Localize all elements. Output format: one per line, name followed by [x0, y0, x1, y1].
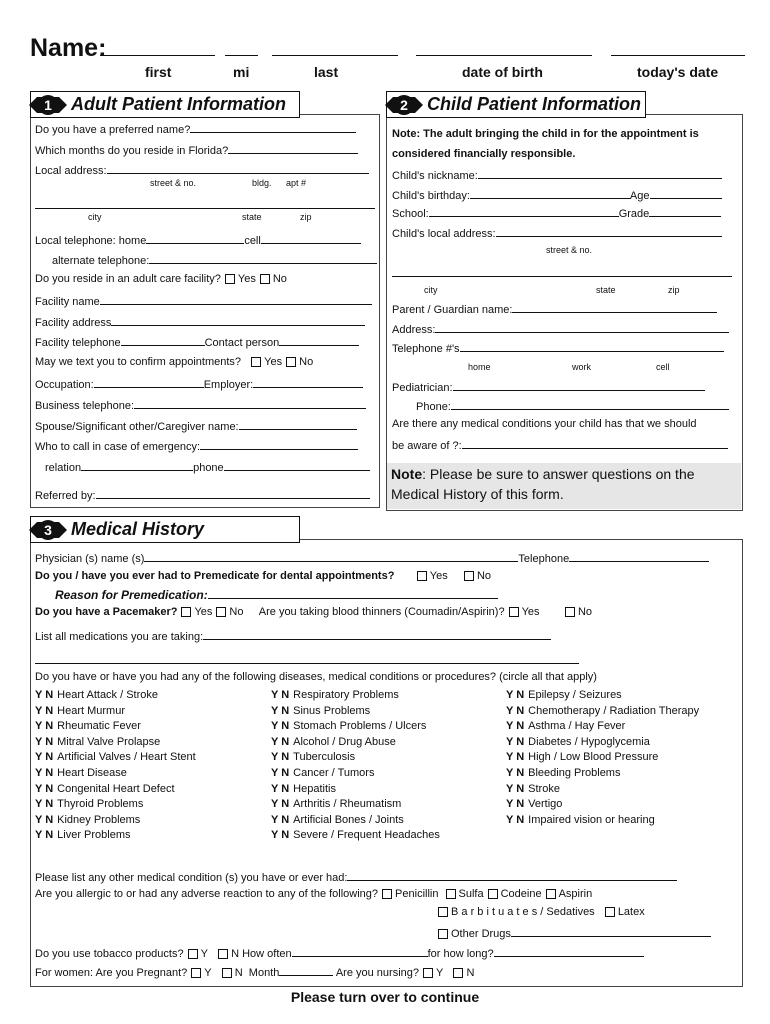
medications-field[interactable]: List all medications you are taking:: [35, 629, 551, 643]
allergy-options-row2: B a r b i t u a t e s / Sedatives Latex: [434, 906, 645, 918]
section-number-badge: 3: [29, 519, 67, 541]
condition-label: Rheumatic Fever: [57, 720, 141, 733]
premedicate-no-checkbox[interactable]: [464, 571, 474, 581]
disease-column-1: [35, 688, 196, 844]
condition-label: Sinus Problems: [293, 704, 371, 717]
condition-item[interactable]: [506, 719, 699, 735]
child-street-caption: street & no.: [546, 245, 593, 255]
child-nickname-field[interactable]: Child's nickname:: [392, 168, 722, 182]
spouse-name-field[interactable]: Spouse/Significant other/Caregiver name:: [35, 419, 357, 433]
caption-first: first: [145, 64, 172, 80]
yes-no-marker[interactable]: Y N: [35, 751, 54, 764]
yes-no-marker[interactable]: Y N: [35, 704, 54, 717]
child-school-field[interactable]: School: Grade: [392, 206, 721, 220]
condition-item[interactable]: [35, 828, 196, 844]
blood-thinners-no-checkbox[interactable]: [565, 607, 575, 617]
nursing-no-checkbox[interactable]: [453, 968, 463, 978]
first-name-line[interactable]: [100, 55, 215, 56]
child-financial-note-line1: Note: The adult bringing the child in for the appointment is: [392, 128, 699, 140]
medical-section-title: Medical History: [71, 519, 205, 539]
barbiturates-checkbox[interactable]: [438, 907, 448, 917]
condition-item[interactable]: [506, 688, 699, 704]
disease-column-3: [506, 688, 699, 828]
home-caption: home: [468, 362, 491, 372]
condition-item[interactable]: [271, 735, 440, 751]
allergy-question: Are you allergic to or had any adverse reaction to any of the following? Penicillin Sulfa Codeine Aspirin: [35, 888, 593, 900]
aspirin-checkbox[interactable]: [546, 889, 556, 899]
yes-no-marker[interactable]: Y N: [271, 689, 290, 701]
guardian-address-field[interactable]: Address:: [392, 322, 729, 336]
text-confirm-question: May we text you to confirm appointments? Yes No: [35, 356, 314, 368]
condition-item[interactable]: [35, 719, 196, 735]
child-state-caption: state: [596, 285, 616, 295]
premedication-reason-field[interactable]: Reason for Premedication:: [55, 588, 498, 602]
florida-months-field[interactable]: Which months do you reside in Florida?: [35, 143, 358, 157]
emergency-relation-field[interactable]: relation phone: [45, 460, 370, 474]
condition-item[interactable]: [506, 750, 699, 766]
yes-no-marker[interactable]: Y N: [35, 766, 54, 779]
preferred-name-field[interactable]: Do you have a preferred name?: [35, 122, 356, 136]
condition-label: Severe / Frequent Headaches: [293, 829, 440, 842]
tobacco-yes-checkbox[interactable]: [188, 949, 198, 959]
adult-care-question: Do you reside in an adult care facility? Yes No: [35, 273, 287, 285]
yes-no-marker[interactable]: Y N: [506, 704, 525, 717]
pacemaker-no-checkbox[interactable]: [216, 607, 226, 617]
occupation-field[interactable]: Occupation: Employer:: [35, 377, 363, 391]
condition-label: Heart Attack / Stroke: [57, 689, 159, 701]
yes-no-marker[interactable]: Y N: [271, 813, 290, 826]
turn-over-footer: Please turn over to continue: [290, 989, 480, 1005]
apt-caption: apt #: [286, 178, 307, 188]
condition-label: Bleeding Problems: [528, 766, 621, 779]
other-condition-field[interactable]: Please list any other medical condition (s) you have or ever had:: [35, 870, 677, 884]
tobacco-no-checkbox[interactable]: [218, 949, 228, 959]
physician-name-field[interactable]: Physician (s) name (s) Telephone: [35, 551, 709, 565]
condition-label: Artificial Valves / Heart Stent: [57, 751, 196, 764]
adult-section-header: [30, 91, 300, 118]
condition-item[interactable]: [271, 719, 440, 735]
child-city-line[interactable]: [392, 276, 732, 277]
condition-item[interactable]: [506, 797, 699, 813]
business-telephone-field[interactable]: Business telephone:: [35, 398, 366, 412]
other-drugs-checkbox[interactable]: [438, 929, 448, 939]
caption-mi: mi: [233, 64, 250, 80]
condition-item[interactable]: [35, 813, 196, 829]
mi-line[interactable]: [225, 55, 258, 56]
condition-item[interactable]: [35, 750, 196, 766]
pregnant-no-checkbox[interactable]: [222, 968, 232, 978]
referred-by-field[interactable]: Referred by:: [35, 488, 370, 502]
yes-no-marker[interactable]: Y N: [271, 798, 290, 811]
emergency-contact-field[interactable]: Who to call in case of emergency:: [35, 439, 358, 453]
tobacco-question: Do you use tobacco products? Y N How often for how long?: [35, 946, 644, 960]
zip-caption: zip: [300, 212, 312, 222]
work-caption: work: [572, 362, 592, 372]
condition-item[interactable]: [271, 828, 440, 844]
alternate-telephone-field[interactable]: alternate telephone:: [52, 253, 377, 267]
condition-label: Cancer / Tumors: [293, 766, 375, 779]
condition-label: Heart Murmur: [57, 704, 125, 717]
condition-item[interactable]: [35, 704, 196, 720]
condition-label: Diabetes / Hypoglycemia: [528, 735, 650, 748]
condition-label: High / Low Blood Pressure: [528, 751, 659, 764]
guardian-name-field[interactable]: Parent / Guardian name:: [392, 302, 717, 316]
condition-label: Congenital Heart Defect: [57, 782, 175, 795]
local-address-field[interactable]: Local address:: [35, 163, 369, 177]
caption-today: today's date: [637, 64, 719, 80]
pregnant-yes-checkbox[interactable]: [191, 968, 201, 978]
yes-no-marker[interactable]: Y N: [271, 782, 290, 795]
condition-item[interactable]: [506, 782, 699, 798]
text-confirm-yes-checkbox[interactable]: [251, 357, 261, 367]
sulfa-checkbox[interactable]: [446, 889, 456, 899]
yes-no-marker[interactable]: Y N: [506, 689, 525, 701]
section-number-badge: 2: [385, 94, 423, 116]
yes-no-marker[interactable]: Y N: [271, 735, 290, 748]
condition-item[interactable]: [271, 750, 440, 766]
street-caption: street & no.: [150, 178, 197, 188]
condition-label: Hepatitis: [293, 782, 336, 795]
condition-item[interactable]: [35, 766, 196, 782]
condition-label: Respiratory Problems: [293, 689, 399, 701]
yes-no-marker[interactable]: Y N: [271, 829, 290, 842]
pediatrician-field[interactable]: Pediatrician:: [392, 380, 705, 394]
bldg-caption: bldg.: [252, 178, 272, 188]
dob-line[interactable]: [416, 55, 592, 56]
yes-no-marker[interactable]: Y N: [506, 782, 525, 795]
condition-label: Asthma / Hay Fever: [528, 720, 626, 733]
condition-label: Heart Disease: [57, 766, 127, 779]
adult-section-title: Adult Patient Information: [71, 94, 286, 114]
condition-label: Thyroid Problems: [57, 798, 144, 811]
last-name-line[interactable]: [272, 55, 398, 56]
condition-label: Kidney Problems: [57, 813, 141, 826]
pacemaker-question: Do you have a Pacemaker? Yes No Are you taking blood thinners (Coumadin/Aspirin)? Yes No: [35, 606, 592, 618]
child-section-header: [386, 91, 646, 118]
condition-label: Mitral Valve Prolapse: [57, 735, 161, 748]
yes-no-marker[interactable]: Y N: [35, 720, 54, 733]
other-drugs-field[interactable]: Other Drugs: [434, 926, 711, 940]
penicillin-checkbox[interactable]: [382, 889, 392, 899]
women-question: For women: Are you Pregnant? Y N Month Are you nursing? Y N: [35, 967, 475, 979]
name-label: Name:: [30, 34, 107, 62]
section-number-badge: 1: [29, 94, 67, 116]
pediatrician-phone-field[interactable]: Phone:: [416, 399, 729, 413]
caption-last: last: [314, 64, 339, 80]
condition-label: Tuberculosis: [293, 751, 356, 764]
yes-no-marker[interactable]: Y N: [35, 689, 54, 701]
condition-item[interactable]: [506, 704, 699, 720]
cell-caption: cell: [656, 362, 670, 372]
condition-item[interactable]: [35, 797, 196, 813]
child-birthday-field[interactable]: Child's birthday: Age: [392, 188, 722, 202]
facility-address-field[interactable]: Facility address: [35, 315, 365, 329]
yes-no-marker[interactable]: Y N: [506, 751, 525, 764]
medical-history-note: Note: Please be sure to answer questions on the Medical History of this form.: [391, 466, 695, 502]
pacemaker-yes-checkbox[interactable]: [181, 607, 191, 617]
yes-no-marker[interactable]: Y N: [506, 720, 525, 733]
child-telephones-field[interactable]: Telephone #'s: [392, 341, 724, 355]
condition-item[interactable]: [506, 766, 699, 782]
nursing-yes-checkbox[interactable]: [423, 968, 433, 978]
condition-label: Arthritis / Rheumatism: [293, 798, 402, 811]
adult-city-line[interactable]: [35, 208, 375, 209]
condition-label: Impaired vision or hearing: [528, 813, 655, 826]
latex-checkbox[interactable]: [605, 907, 615, 917]
condition-label: Epilepsy / Seizures: [528, 689, 622, 701]
condition-label: Stroke: [528, 782, 560, 795]
todays-date-line[interactable]: [611, 55, 745, 56]
adult-care-yes-checkbox[interactable]: [225, 274, 235, 284]
condition-label: Artificial Bones / Joints: [293, 813, 404, 826]
condition-item[interactable]: [271, 704, 440, 720]
city-caption: city: [88, 212, 102, 222]
condition-item[interactable]: [271, 766, 440, 782]
premedicate-question: Do you / have you ever had to Premedicate for dental appointments? Yes No: [35, 570, 492, 582]
yes-no-marker[interactable]: Y N: [35, 813, 54, 826]
yes-no-marker[interactable]: Y N: [271, 751, 290, 764]
child-section-title: Child Patient Information: [427, 94, 641, 114]
adult-care-no-checkbox[interactable]: [260, 274, 270, 284]
child-city-caption: city: [424, 285, 438, 295]
condition-item[interactable]: [506, 813, 699, 829]
state-caption: state: [242, 212, 262, 222]
condition-item[interactable]: [271, 813, 440, 829]
yes-no-marker[interactable]: Y N: [506, 735, 525, 748]
condition-item[interactable]: [35, 688, 196, 704]
caption-dob: date of birth: [462, 64, 543, 80]
yes-no-marker[interactable]: Y N: [271, 720, 290, 733]
yes-no-marker[interactable]: Y N: [35, 735, 54, 748]
condition-item[interactable]: [271, 688, 440, 704]
condition-label: Liver Problems: [57, 829, 131, 842]
local-telephone-field[interactable]: Local telephone: home cell: [35, 233, 361, 247]
disease-column-2: [271, 688, 440, 844]
child-zip-caption: zip: [668, 285, 680, 295]
child-conditions-field[interactable]: be aware of ?:: [392, 438, 728, 452]
medical-section-header: [30, 516, 300, 543]
child-local-address-field[interactable]: Child's local address:: [392, 226, 722, 240]
condition-item[interactable]: [35, 782, 196, 798]
diseases-question: Do you have or have you had any of the following diseases, medical conditions or procedures? (circle all that apply): [35, 671, 597, 683]
yes-no-marker[interactable]: Y N: [506, 766, 525, 779]
condition-label: Chemotherapy / Radiation Therapy: [528, 704, 700, 717]
medications-extra-line[interactable]: [35, 663, 579, 664]
condition-item[interactable]: [506, 735, 699, 751]
yes-no-marker[interactable]: Y N: [35, 782, 54, 795]
yes-no-marker[interactable]: Y N: [35, 798, 54, 811]
condition-item[interactable]: [271, 782, 440, 798]
child-conditions-question: Are there any medical conditions your child has that we should: [392, 418, 697, 430]
text-confirm-no-checkbox[interactable]: [286, 357, 296, 367]
blood-thinners-yes-checkbox[interactable]: [509, 607, 519, 617]
condition-label: Vertigo: [528, 798, 563, 811]
premedicate-yes-checkbox[interactable]: [417, 571, 427, 581]
yes-no-marker[interactable]: Y N: [506, 813, 525, 826]
condition-item[interactable]: [271, 797, 440, 813]
condition-item[interactable]: [35, 735, 196, 751]
yes-no-marker[interactable]: Y N: [35, 829, 54, 842]
yes-no-marker[interactable]: Y N: [271, 704, 290, 717]
facility-name-field[interactable]: Facility name: [35, 294, 372, 308]
yes-no-marker[interactable]: Y N: [271, 766, 290, 779]
yes-no-marker[interactable]: Y N: [506, 798, 525, 811]
condition-label: Alcohol / Drug Abuse: [293, 735, 396, 748]
facility-telephone-field[interactable]: Facility telephone Contact person: [35, 335, 359, 349]
child-financial-note-line2: considered financially responsible.: [392, 148, 576, 160]
condition-label: Stomach Problems / Ulcers: [293, 720, 427, 733]
codeine-checkbox[interactable]: [488, 889, 498, 899]
